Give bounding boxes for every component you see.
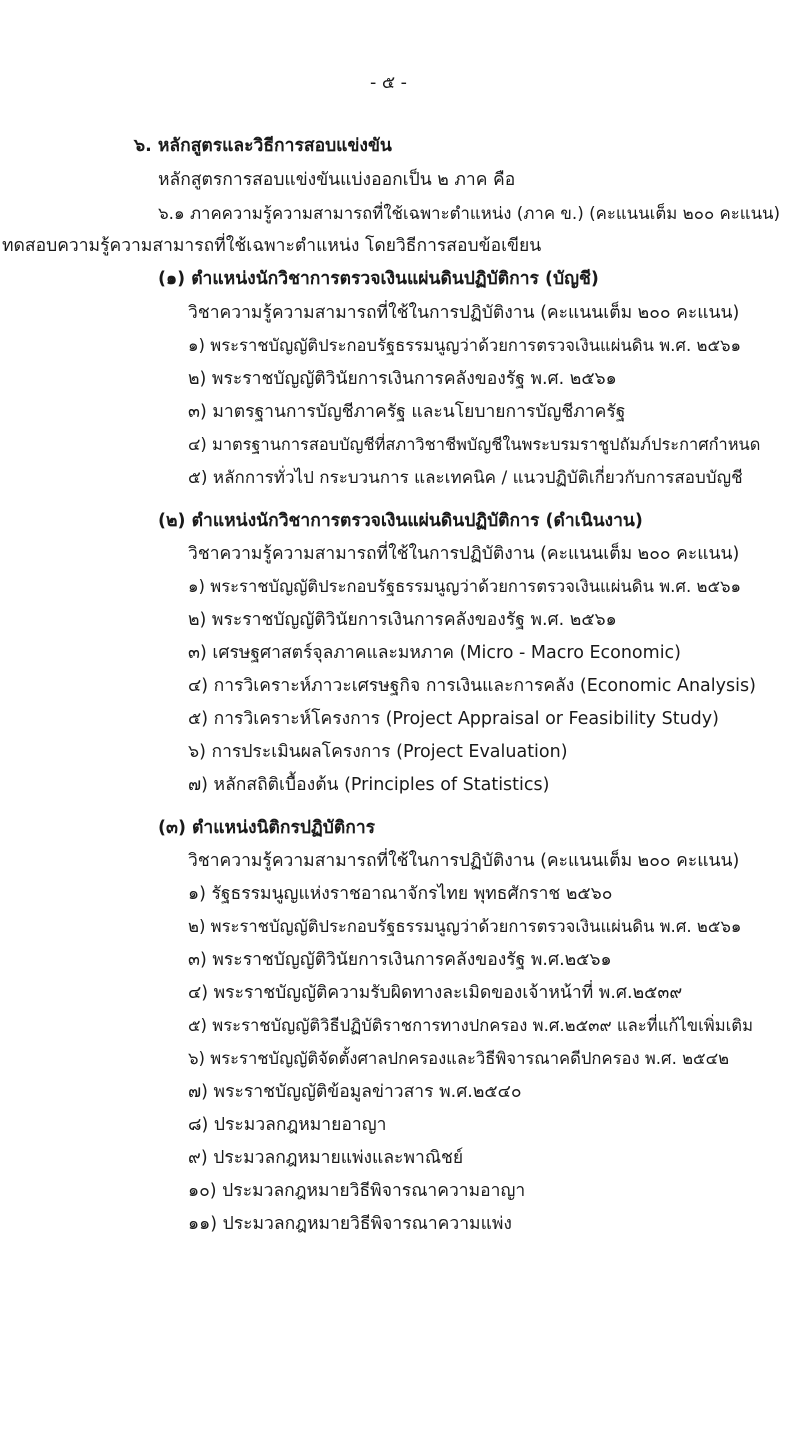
list-item: ๓) มาตรฐานการบัญชีภาครัฐ และนโยบายการบัญชีภาครัฐ [188, 402, 626, 422]
list-item: ๒) พระราชบัญญัติวินัยการเงินการคลังของรัฐ พ.ศ. ๒๕๖๑ [188, 610, 617, 630]
list-item: ๕) พระราชบัญญัติวิธีปฏิบัติราชการทางปกครอง พ.ศ.๒๕๓๙ และที่แก้ไขเพิ่มเติม [188, 1016, 754, 1035]
list-item: ๕) หลักการทั่วไป กระบวนการ และเทคนิค / แนวปฏิบัติเกี่ยวกับการสอบบัญชี [188, 468, 743, 488]
list-item: ๑) รัฐธรรมนูญแห่งราชอาณาจักรไทย พุทธศักราช ๒๕๖๐ [188, 884, 613, 904]
subject-line: วิชาความรู้ความสามารถที่ใช้ในการปฏิบัติงาน (คะแนนเต็ม ๒๐๐ คะแนน) [188, 851, 740, 871]
list-item: ๙) ประมวลกฎหมายแพ่งและพาณิชย์ [188, 1148, 464, 1168]
section-heading: ๖. หลักสูตรและวิธีการสอบแข่งขัน [134, 136, 392, 156]
list-item: ๗) พระราชบัญญัติข้อมูลข่าวสาร พ.ศ.๒๕๔๐ [188, 1082, 522, 1102]
list-item: ๑๐) ประมวลกฎหมายวิธีพิจารณาความอาญา [188, 1181, 526, 1201]
list-item: ๒) พระราชบัญญัติวินัยการเงินการคลังของรัฐ พ.ศ. ๒๕๖๑ [188, 369, 617, 389]
list-item: ๒) พระราชบัญญัติประกอบรัฐธรรมนูญว่าด้วยการตรวจเงินแผ่นดิน พ.ศ. ๒๕๖๑ [188, 917, 742, 936]
subject-line: วิชาความรู้ความสามารถที่ใช้ในการปฏิบัติงาน (คะแนนเต็ม ๒๐๐ คะแนน) [188, 303, 740, 323]
list-item: ๓) เศรษฐศาสตร์จุลภาคและมหภาค (Micro - Macro Economic) [188, 643, 681, 663]
list-item: ๖) การประเมินผลโครงการ (Project Evaluation) [188, 742, 568, 762]
list-item: ๔) การวิเคราะห์ภาวะเศรษฐกิจ การเงินและการคลัง (Economic Analysis) [188, 676, 756, 696]
section-intro: หลักสูตรการสอบแข่งขันแบ่งออกเป็น ๒ ภาค คือ [158, 170, 516, 190]
position-title: (๑) ตำแหน่งนักวิชาการตรวจเงินแผ่นดินปฏิบัติการ (บัญชี) [158, 269, 599, 289]
position-title: (๓) ตำแหน่งนิติกรปฏิบัติการ [158, 818, 376, 838]
list-item: ๔) มาตรฐานการสอบบัญชีที่สภาวิชาชีพบัญชีในพระบรมราชูปถัมภ์ประกาศกำหนด [188, 435, 761, 454]
page-number: - ๕ - [370, 73, 407, 93]
part-line-2: ทดสอบความรู้ความสามารถที่ใช้เฉพาะตำแหน่ง โดยวิธีการสอบข้อเขียน [2, 236, 542, 256]
list-item: ๔) พระราชบัญญัติความรับผิดทางละเมิดของเจ้าหน้าที่ พ.ศ.๒๕๓๙ [188, 983, 683, 1003]
list-item: ๓) พระราชบัญญัติวินัยการเงินการคลังของรัฐ พ.ศ.๒๕๖๑ [188, 950, 612, 970]
list-item: ๕) การวิเคราะห์โครงการ (Project Appraisal or Feasibility Study) [188, 709, 719, 729]
part-line-1: ๖.๑ ภาคความรู้ความสามารถที่ใช้เฉพาะตำแหน่ง (ภาค ข.) (คะแนนเต็ม ๒๐๐ คะแนน) [158, 203, 781, 223]
list-item: ๑) พระราชบัญญัติประกอบรัฐธรรมนูญว่าด้วยการตรวจเงินแผ่นดิน พ.ศ. ๒๕๖๑ [188, 336, 742, 355]
position-title: (๒) ตำแหน่งนักวิชาการตรวจเงินแผ่นดินปฏิบัติการ (ดำเนินงาน) [158, 511, 643, 531]
subject-line: วิชาความรู้ความสามารถที่ใช้ในการปฏิบัติงาน (คะแนนเต็ม ๒๐๐ คะแนน) [188, 544, 740, 564]
list-item: ๑) พระราชบัญญัติประกอบรัฐธรรมนูญว่าด้วยการตรวจเงินแผ่นดิน พ.ศ. ๒๕๖๑ [188, 577, 742, 596]
list-item: ๘) ประมวลกฎหมายอาญา [188, 1115, 387, 1135]
list-item: ๖) พระราชบัญญัติจัดตั้งศาลปกครองและวิธีพิจารณาคดีปกครอง พ.ศ. ๒๕๔๒ [188, 1049, 730, 1068]
list-item: ๗) หลักสถิติเบื้องต้น (Principles of Statistics) [188, 775, 550, 795]
list-item: ๑๑) ประมวลกฎหมายวิธีพิจารณาความแพ่ง [188, 1214, 512, 1234]
